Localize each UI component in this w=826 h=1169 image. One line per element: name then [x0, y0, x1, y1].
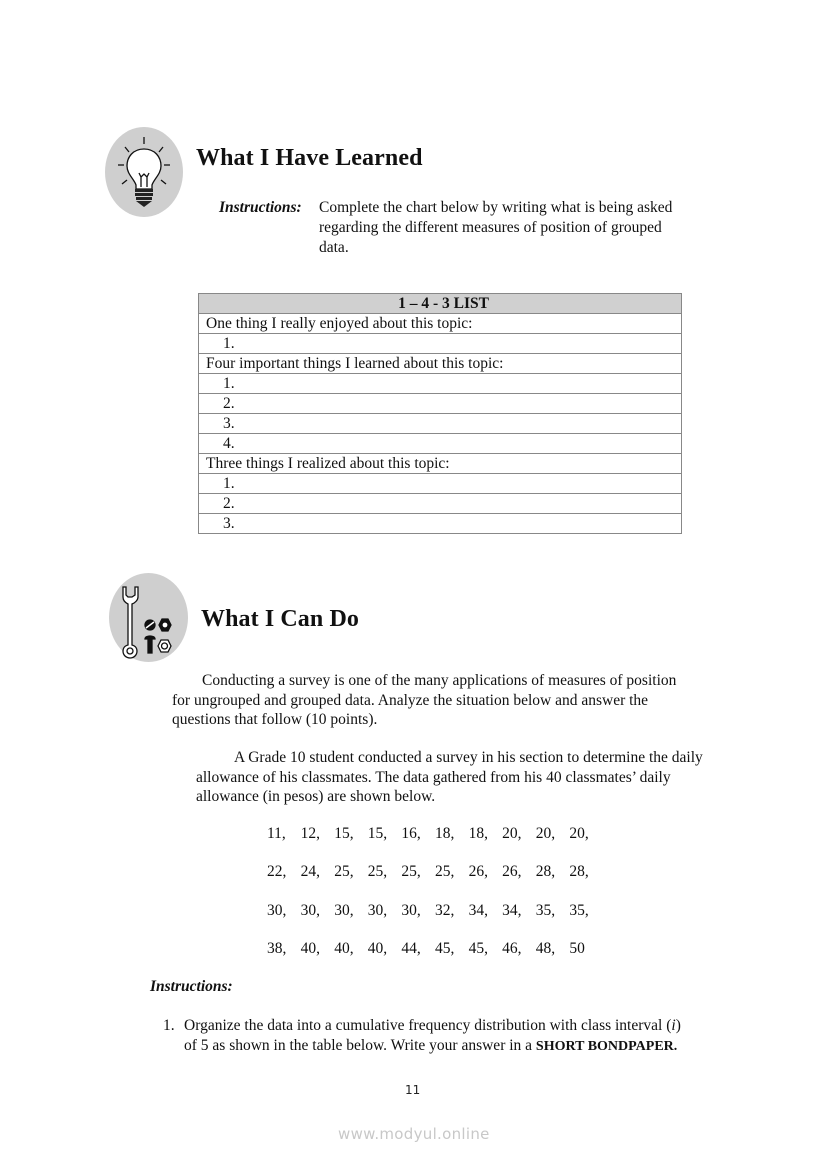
table-prompt-row: One thing I really enjoyed about this topic:: [199, 314, 682, 334]
data-value: 34,: [502, 902, 522, 919]
data-value: 25,: [367, 863, 388, 880]
data-value: 26,: [502, 863, 522, 880]
watermark: www.modyul.online: [338, 1125, 490, 1143]
data-value: 28,: [535, 863, 556, 880]
instructions-line: data.: [319, 239, 349, 256]
step-text-italic: i: [671, 1017, 676, 1034]
step-text-part: Organize the data into a cumulative frequency distribution with class interval (: [184, 1017, 672, 1034]
lightbulb-icon: [105, 127, 183, 217]
scenario-line: allowance (in pesos) are shown below.: [196, 788, 436, 805]
data-value: 18,: [434, 825, 455, 842]
instructions-line: Complete the chart below by writing what is being asked: [319, 199, 673, 216]
section-title-what-i-have-learned: What I Have Learned: [196, 145, 423, 171]
step-line-2: [184, 1036, 681, 1057]
data-value: 45,: [434, 940, 455, 957]
data-value: 24,: [300, 863, 320, 880]
data-value: 16,: [401, 825, 421, 842]
data-value: 26,: [468, 863, 488, 880]
data-value: 15,: [367, 825, 388, 842]
data-value: 40,: [334, 940, 354, 957]
page-number: 11: [405, 1083, 421, 1097]
lightbulb-svg: [105, 127, 183, 217]
data-value: 25,: [434, 863, 455, 880]
table-answer-row[interactable]: 4.: [199, 434, 682, 454]
table-answer-row[interactable]: 2.: [199, 494, 682, 514]
data-value: 25,: [334, 863, 354, 880]
data-value: 20,: [535, 825, 556, 842]
data-value: 46,: [502, 940, 522, 957]
instructions-text: [319, 198, 719, 258]
data-value: 35,: [535, 902, 556, 919]
table-answer-row[interactable]: 3.: [199, 514, 682, 534]
scenario-line: allowance of his classmates. The data gathered from his 40 classmates’ daily: [196, 768, 671, 786]
intro-paragraph: [172, 671, 732, 730]
table-answer-row[interactable]: 2.: [199, 394, 682, 414]
step-text-part: ): [675, 1017, 681, 1034]
table-header: 1 – 4 - 3 LIST: [199, 294, 682, 314]
table-answer-row[interactable]: 3.: [199, 414, 682, 434]
data-value: 40,: [300, 940, 320, 957]
instructions-line: regarding the different measures of position of grouped: [319, 219, 662, 236]
instructions-label: Instructions:: [219, 199, 302, 216]
table-answer-row[interactable]: 1.: [199, 474, 682, 494]
table-answer-row[interactable]: 1.: [199, 374, 682, 394]
data-value: 44,: [401, 940, 421, 957]
data-value: 32,: [434, 902, 455, 919]
intro-line: Conducting a survey is one of the many applications of measures of position: [202, 672, 677, 689]
data-value: 22,: [267, 863, 287, 880]
data-value: 34,: [468, 902, 488, 919]
data-row: [267, 940, 603, 958]
step-text-part: of 5 as shown in the table below. Write your answer in a: [184, 1036, 536, 1054]
instructions-block: [219, 198, 673, 256]
step-line-1: [184, 1016, 681, 1036]
instructions-label: Instructions:: [150, 978, 233, 995]
data-value: 50: [569, 940, 585, 957]
data-row: [267, 863, 603, 881]
data-value: 30,: [401, 902, 421, 919]
list-1-4-3-table: [198, 293, 682, 534]
data-value: 20,: [502, 825, 522, 842]
data-value: 40,: [367, 940, 388, 957]
data-value: 30,: [267, 902, 287, 919]
data-value: 18,: [468, 825, 488, 842]
data-value: 11,: [267, 825, 286, 842]
section-title-what-i-can-do: What I Can Do: [201, 606, 359, 632]
data-value: 48,: [535, 940, 556, 957]
intro-line: for ungrouped and grouped data. Analyze the situation below and answer the: [172, 691, 649, 709]
scenario-line: A Grade 10 student conducted a survey in his section to determine the daily: [234, 749, 703, 766]
table-answer-row[interactable]: 1.: [199, 334, 682, 354]
step-text-bold: SHORT BONDPAPER.: [535, 1038, 678, 1054]
tools-svg: [109, 573, 188, 662]
data-value: 12,: [300, 825, 320, 842]
data-value: 45,: [468, 940, 488, 957]
data-value: 30,: [300, 902, 320, 919]
intro-line: questions that follow (10 points).: [172, 711, 378, 728]
data-value: 25,: [401, 863, 421, 880]
table-prompt-row: Four important things I learned about this topic:: [199, 354, 682, 374]
data-value: 15,: [334, 825, 354, 842]
data-value: 38,: [267, 940, 287, 957]
tools-icon: [109, 573, 188, 662]
step-number: 1.: [163, 1017, 175, 1034]
data-value: 30,: [367, 902, 388, 919]
table-prompt-row: Three things I realized about this topic:: [199, 454, 682, 474]
data-row: [267, 902, 603, 920]
data-value: 20,: [569, 825, 589, 842]
data-value: 28,: [569, 863, 589, 880]
scenario-paragraph: [196, 748, 736, 807]
step-text: [184, 1016, 681, 1056]
data-row: [267, 825, 603, 843]
data-value: 30,: [334, 902, 354, 919]
data-value: 35,: [569, 902, 589, 919]
